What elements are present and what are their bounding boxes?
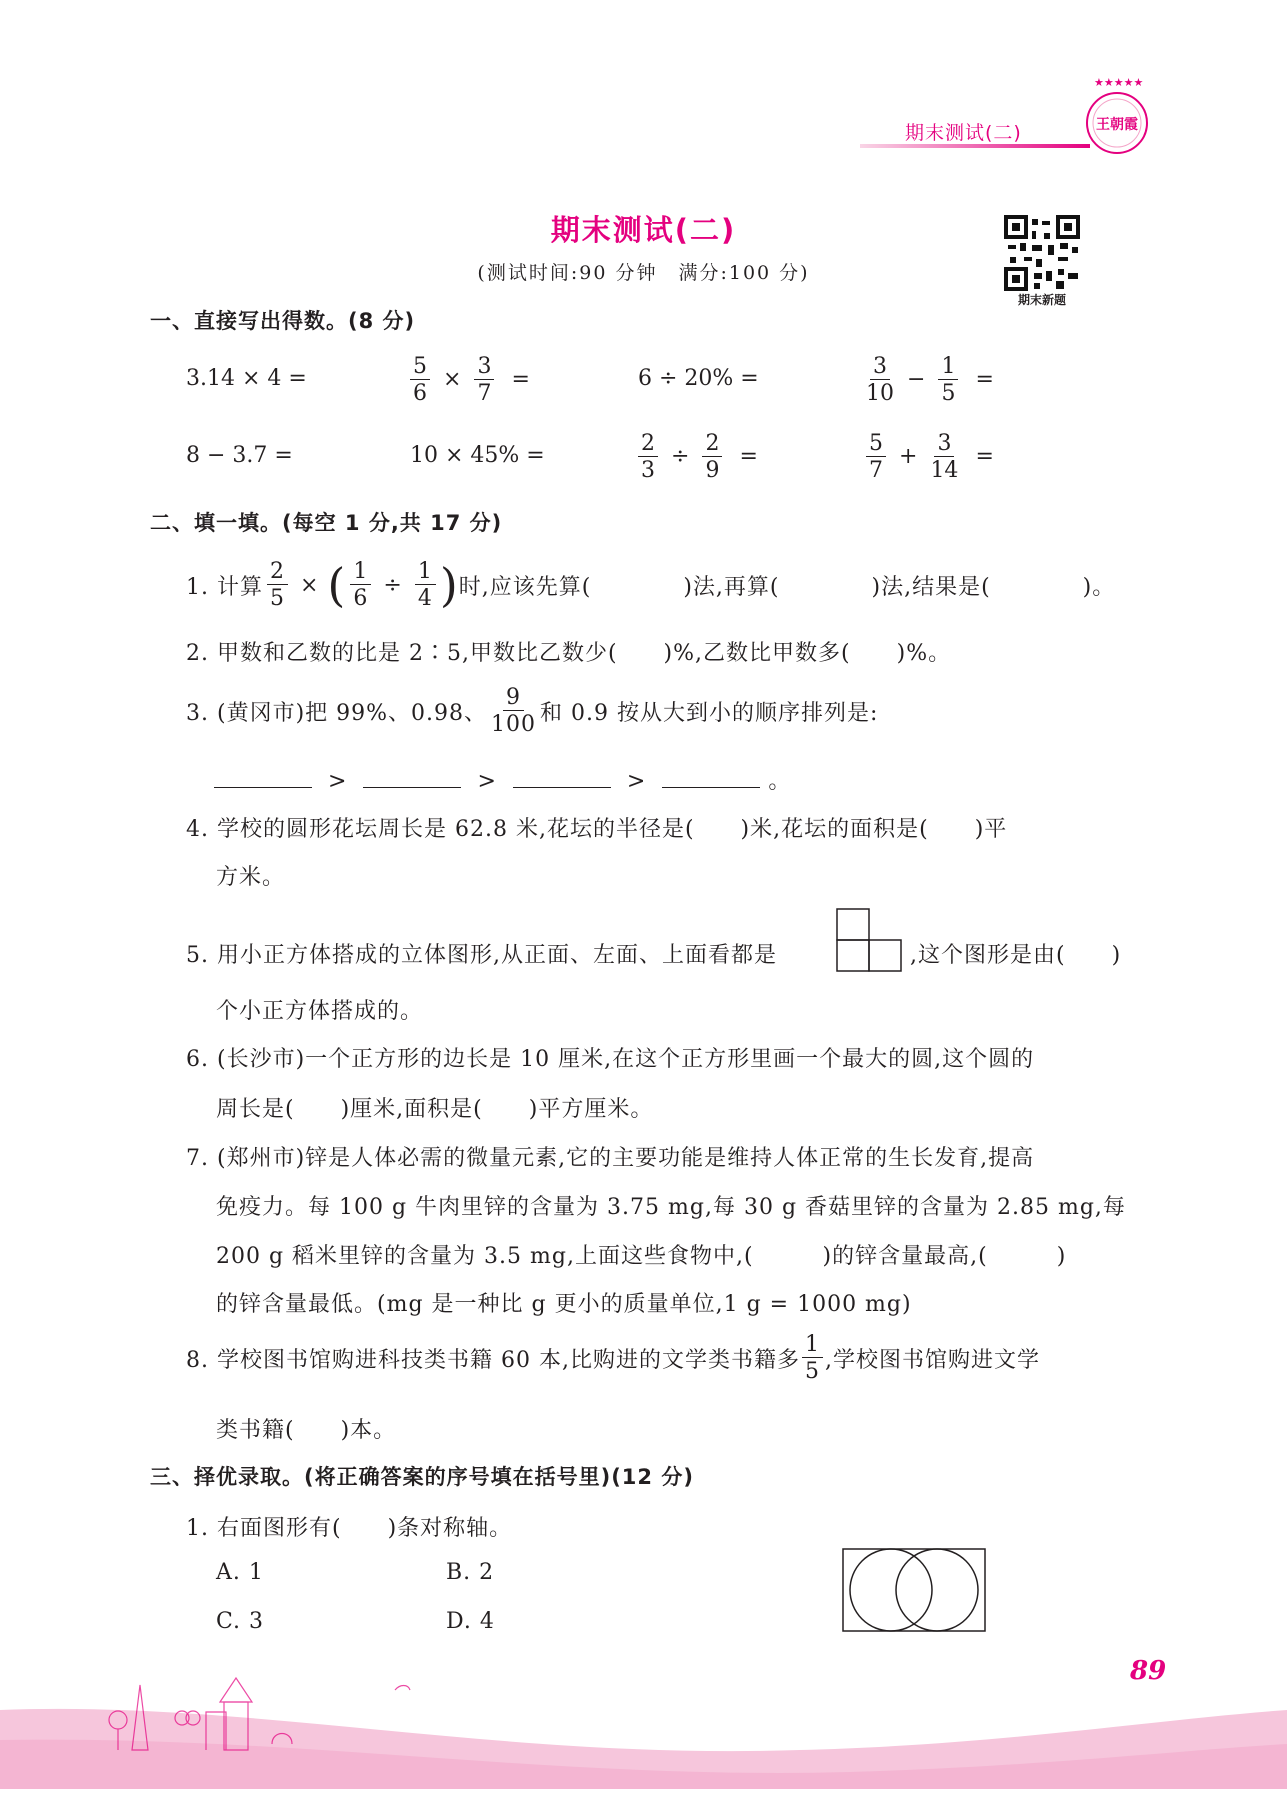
section1-heading: 一、直接写出得数。(8 分): [150, 309, 416, 333]
fraction-numerator: 2: [702, 432, 722, 457]
block-view-figure: [836, 908, 902, 972]
qr-code[interactable]: [1004, 215, 1080, 291]
gt-sign: >: [477, 769, 497, 794]
answer-blank[interactable]: [214, 785, 312, 788]
calc-2a: 8 − 3.7 =: [186, 443, 293, 468]
overlapping-circles-icon: [842, 1548, 986, 1632]
right-paren: ): [439, 558, 459, 613]
fraction-denominator: 3: [641, 458, 655, 484]
question-3-1: 1. 右面图形有( )条对称轴。: [186, 1516, 513, 1541]
fraction-denominator: 7: [477, 381, 492, 407]
option-c[interactable]: C. 3: [216, 1609, 265, 1634]
calc-2d: [866, 432, 994, 482]
question-2-6-line2: 周长是( )厘米,面积是( )平方厘米。: [216, 1097, 654, 1122]
fraction-numerator: 1: [415, 560, 436, 585]
question-2-4-line2: 方米。: [216, 865, 286, 890]
fraction-numerator: 1: [350, 560, 371, 585]
period: 。: [768, 769, 792, 794]
fraction-denominator: 9: [705, 458, 720, 484]
fraction-denominator: 14: [930, 458, 959, 484]
fraction-denominator: 100: [491, 712, 537, 738]
answer-blank[interactable]: [662, 785, 760, 788]
fraction-numerator: 5: [866, 432, 886, 457]
calc-1c: 6 ÷ 20% =: [638, 366, 759, 391]
q-text: ,学校图书馆购进文学: [824, 1347, 1040, 1373]
fraction-denominator: 7: [869, 458, 883, 484]
q-text: 5. 用小正方体搭成的立体图形,从正面、左面、上面看都是: [186, 943, 777, 968]
q-text: 3. (黄冈市)把 99%、0.98、: [186, 700, 488, 726]
page-title: 期末测试(二): [550, 213, 737, 247]
fraction-numerator: 1: [802, 1333, 823, 1358]
question-2-5-line2: 个小正方体搭成的。: [216, 999, 424, 1024]
operator: +: [899, 444, 918, 470]
question-2-8-line2: 类书籍( )本。: [216, 1418, 397, 1443]
fraction-numerator: 9: [503, 686, 524, 711]
fraction-denominator: 5: [269, 586, 285, 612]
calc-1a: 3.14 × 4 =: [186, 366, 307, 391]
calc-1b: [410, 355, 530, 405]
q-text: 和 0.9 按从大到小的顺序排列是:: [540, 700, 879, 726]
question-2-8-line1: [186, 1333, 1040, 1383]
circles-figure: [842, 1548, 986, 1632]
fraction-denominator: 6: [353, 586, 369, 612]
fraction-denominator: 5: [941, 381, 956, 407]
header-underline: [860, 144, 1090, 148]
operator: ×: [299, 572, 320, 598]
fraction-numerator: 2: [638, 432, 658, 457]
fraction-numerator: 3: [870, 355, 890, 380]
fraction-denominator: 4: [417, 586, 433, 612]
svg-text:★★★★★: ★★★★★: [1094, 78, 1144, 89]
fraction-denominator: 5: [804, 1359, 820, 1385]
gt-sign: >: [328, 769, 348, 794]
question-2-7-line4: 的锌含量最低。(mg 是一种比 g 更小的质量单位,1 g = 1000 mg): [216, 1292, 912, 1317]
question-2-6-line1: 6. (长沙市)一个正方形的边长是 10 厘米,在这个正方形里画一个最大的圆,这个圆的: [186, 1047, 1035, 1072]
left-paren: (: [327, 558, 347, 613]
running-title: 期末测试(二): [905, 122, 1022, 144]
fraction-numerator: 3: [474, 355, 494, 380]
wave-background-icon: [0, 1640, 1287, 1789]
question-2-3: [186, 686, 878, 736]
equals: =: [975, 444, 994, 470]
q-text: 8. 学校图书馆购进科技类书籍 60 本,比购进的文学类书籍多: [186, 1347, 800, 1373]
question-2-5-line1: [186, 938, 777, 969]
test-info: (测试时间:90 分钟 满分:100 分): [477, 262, 810, 284]
calc-2c: [638, 432, 758, 482]
fraction-numerator: 2: [267, 560, 288, 585]
answer-blank[interactable]: [363, 785, 461, 788]
footer-decoration: [0, 1640, 1287, 1789]
option-a[interactable]: A. 1: [216, 1560, 264, 1585]
fraction-denominator: 6: [413, 381, 427, 407]
ordering-blanks: [214, 764, 791, 795]
question-2-7-line2: 免疫力。每 100 g 牛肉里锌的含量为 3.75 mg,每 30 g 香菇里锌的含量为 2.85 mg,每: [216, 1195, 1126, 1220]
question-2-7-line3: 200 g 稻米里锌的含量为 3.5 mg,上面这些食物中,( )的锌含量最高,( ): [216, 1244, 1067, 1269]
calc-1d: [866, 355, 994, 405]
page-number: 89: [1130, 1656, 1167, 1686]
question-2-1: [186, 558, 1116, 613]
question-2-5-post: ,这个图形是由( ): [910, 943, 1122, 968]
qr-label: 期末新题: [1017, 293, 1066, 307]
answer-blank[interactable]: [513, 785, 611, 788]
equals: =: [511, 367, 530, 393]
operator: −: [907, 367, 926, 393]
q-text: 1. 计算: [186, 574, 263, 600]
fraction-numerator: 3: [934, 432, 954, 457]
option-d[interactable]: D. 4: [446, 1609, 495, 1634]
section3-heading: 三、择优录取。(将正确答案的序号填在括号里)(12 分): [150, 1465, 694, 1489]
question-2-2: 2. 甲数和乙数的比是 2∶5,甲数比乙数少( )%,乙数比甲数多( )%。: [186, 641, 952, 666]
operator: ÷: [383, 572, 403, 598]
fraction-numerator: 1: [938, 355, 958, 380]
operator: ×: [443, 367, 462, 393]
calc-2b: 10 × 45% =: [410, 443, 545, 468]
brand-logo: [1072, 78, 1162, 158]
question-2-4-line1: 4. 学校的圆形花坛周长是 62.8 米,花坛的半径是( )米,花坛的面积是( )平: [186, 817, 1008, 842]
fraction-numerator: 5: [410, 355, 430, 380]
three-squares-icon: [836, 908, 902, 972]
question-2-7-line1: 7. (郑州市)锌是人体必需的微量元素,它的主要功能是维持人体正常的生长发育,提高: [186, 1146, 1035, 1171]
q-text: 时,应该先算( )法,再算( )法,结果是( )。: [458, 574, 1116, 600]
qr-code-icon: [1004, 215, 1080, 291]
equals: =: [975, 367, 994, 393]
operator: ÷: [671, 444, 690, 470]
fraction-denominator: 10: [866, 381, 894, 407]
equals: =: [739, 444, 758, 470]
option-b[interactable]: B. 2: [446, 1560, 495, 1585]
section2-heading: 二、填一填。(每空 1 分,共 17 分): [150, 511, 503, 535]
gt-sign: >: [626, 769, 647, 794]
logo-text: 王朝霞: [1096, 117, 1138, 133]
